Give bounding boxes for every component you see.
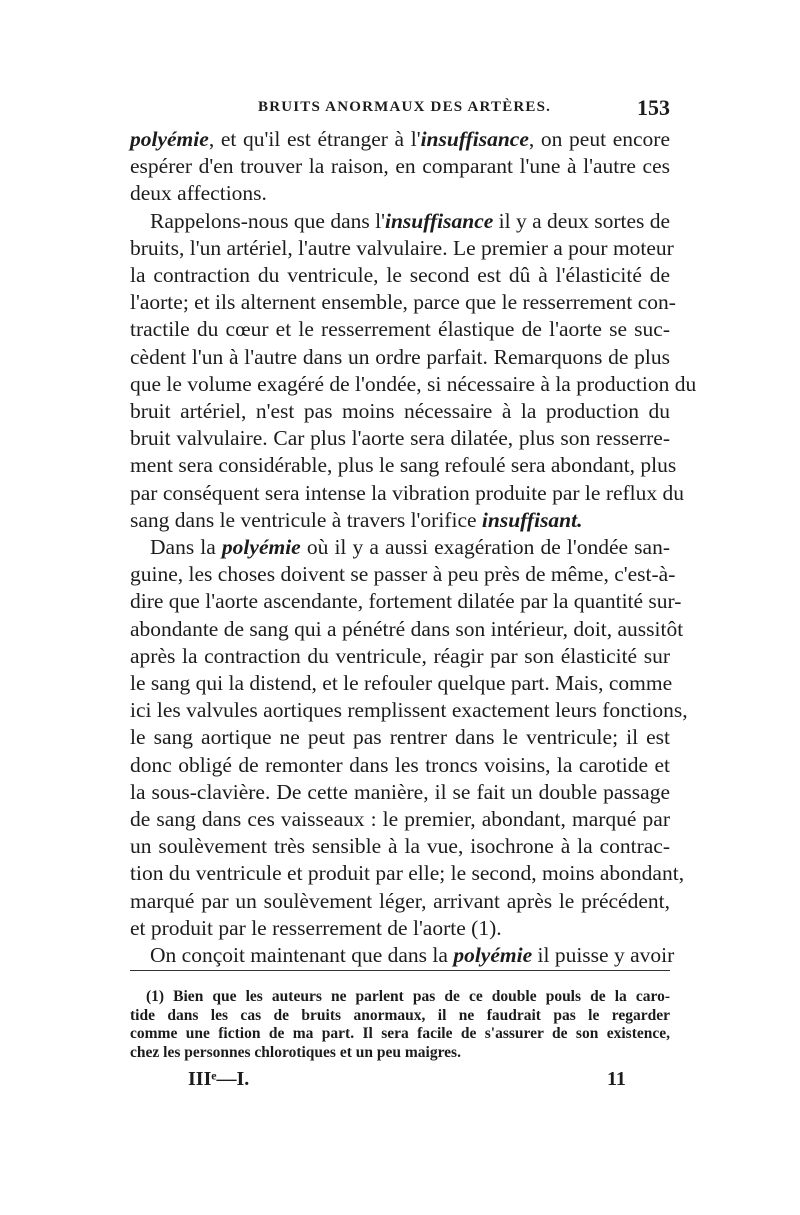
footnote-line: chez les personnes chlorotiques et un peu maigres. — [130, 1043, 461, 1061]
text-run: On conçoit maintenant que dans la — [150, 943, 454, 968]
text-run: , on peut encore — [528, 127, 670, 151]
page-number: 153 — [637, 95, 670, 120]
emphasis: polyémie — [453, 943, 533, 968]
text-run: Dans la — [150, 535, 222, 560]
text-line: le sang aortique ne peut pas rentrer dans le ventricule; il est — [130, 725, 670, 750]
text-line: espérer d'en trouver la raison, en comparant l'une à l'autre ces — [130, 154, 670, 179]
text-line: que le volume exagéré de l'ondée, si nécessaire à la production du — [130, 371, 697, 396]
text-line: dire que l'aorte ascendante, fortement dilatée par la quantité sur- — [130, 589, 682, 614]
text-line — [130, 942, 675, 969]
text-line: bruit valvulaire. Car plus l'aorte sera dilatée, plus son resserre- — [130, 426, 670, 451]
text-line: la sous-clavière. De cette manière, il se fait un double passage — [130, 779, 670, 804]
text-line — [130, 208, 670, 235]
emphasis: polyémie — [221, 535, 301, 560]
signature-mark: IIIᵉ—I. — [188, 1068, 250, 1090]
text-line: après la contraction du ventricule, réagir par son élasticité sur — [130, 643, 670, 668]
text-line: et produit par le resserrement de l'aorte (1). — [130, 915, 502, 940]
text-line — [130, 126, 670, 153]
body-text — [130, 126, 697, 969]
footnote-line: tide dans les cas de bruits anormaux, il ne faudrait pas le regarder — [130, 1006, 670, 1024]
emphasis: insuffisant. — [481, 507, 583, 532]
running-title: BRUITS ANORMAUX DES ARTÈRES. — [258, 99, 552, 115]
text-line: abondante de sang qui a pénétré dans son intérieur, doit, aussitôt — [130, 616, 684, 641]
text-run: Rappelons-nous que dans l' — [150, 208, 385, 233]
footnote — [130, 988, 670, 1062]
text-line: un soulèvement très sensible à la vue, isochrone à la contrac- — [130, 834, 670, 859]
text-line: marqué par un soulèvement léger, arrivant après le précédent, — [130, 888, 670, 913]
signature-number: 11 — [607, 1068, 626, 1090]
text-run: où il y a aussi exagération de l'ondée san- — [300, 535, 671, 560]
text-line: deux affections. — [130, 181, 267, 206]
emphasis: insuffisance — [384, 208, 494, 233]
footnote-line: comme une fiction de ma part. Il sera facile de s'assurer de son existence, — [130, 1025, 670, 1043]
text-line — [130, 507, 670, 534]
emphasis: polyémie — [130, 127, 209, 151]
emphasis: insuffisance — [420, 127, 529, 151]
text-line: bruits, l'un artériel, l'autre valvulaire. Le premier a pour moteur — [130, 235, 674, 260]
text-line: guine, les choses doivent se passer à peu près de même, c'est-à- — [130, 562, 676, 587]
text-line: par conséquent sera intense la vibration produite par le reflux du — [130, 480, 685, 505]
text-line: cèdent l'un à l'autre dans un ordre parfait. Remarquons de plus — [130, 344, 670, 369]
text-run: sang dans le ventricule à travers l'orifice — [130, 507, 482, 532]
footnote-divider — [130, 970, 670, 971]
text-line: donc obligé de remonter dans les troncs voisins, la carotide et — [130, 752, 670, 777]
running-head — [130, 97, 670, 123]
text-line: ici les valvules aortiques remplissent exactement leurs fonctions, — [130, 698, 688, 723]
text-run: , et qu'il est étranger à l' — [208, 127, 421, 151]
text-line: tion du ventricule et produit par elle; le second, moins abondant, — [130, 861, 685, 886]
text-run: il puisse y avoir — [532, 943, 675, 968]
text-line: la contraction du ventricule, le second est dû à l'élasticité de — [130, 263, 670, 288]
text-line: de sang dans ces vaisseaux : le premier, abondant, marqué par — [130, 807, 670, 832]
text-line: l'aorte; et ils alternent ensemble, parce que le resserrement con- — [130, 290, 676, 315]
text-line: bruit artériel, n'est pas moins nécessaire à la production du — [130, 399, 670, 424]
text-line: tractile du cœur et le resserrement élastique de l'aorte se suc- — [130, 317, 670, 342]
text-line: ment sera considérable, plus le sang refoulé sera abondant, plus — [130, 453, 677, 478]
text-line — [130, 534, 670, 561]
footnote-line: (1) Bien que les auteurs ne parlent pas de ce double pouls de la caro- — [146, 988, 670, 1005]
text-line: le sang qui la distend, et le refouler quelque part. Mais, comme — [130, 671, 673, 696]
text-run: il y a deux sortes de — [493, 208, 671, 233]
